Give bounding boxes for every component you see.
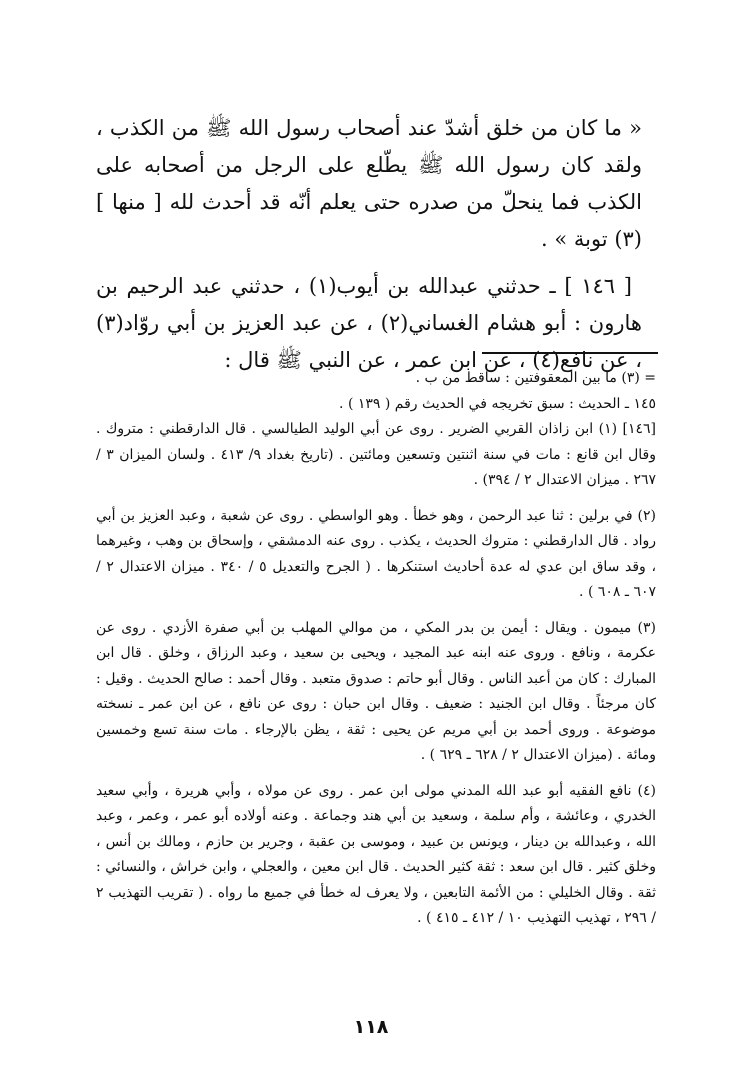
footnote-text: نافع الفقيه أبو عبد الله المدني مولى ابن عمر . روى عن مولاه ، وأبي هريرة ، وأبي سعيد الخدري ، وعائشة ، وأم سلمة ، وسعيد بن أبي هند وجماعة . وعنه أولاده أبو عمر ، وعمر ، وعبد الله ، وعبدالله بن دينار ، ويونس بن عبيد ، وموسى بن عقبة ، وجرير بن حازم ، ومالك بن أنس ، وخلق كثير . قال ابن سعد : ثقة كثير الحديث . قال ابن معين ، والعجلي ، وابن خراش ، والنسائي : ثقة . وقال الخليلي : من الأئمة التابعين ، ولا يعرف له خطأ في جميع ما رواه . ( تقريب التهذيب ٢ / ٢٩٦ ، تهذيب التهذيب ١٠ / ٤١٢ ـ ٤١٥ ) . [96,782,656,926]
footnotes [96,366,656,932]
page-number: ١١٨ [353,1016,389,1038]
footnote-text: ١٤٥ ـ الحديث : سبق تخريجه في الحديث رقم ( ١٣٩ ) . [339,395,656,412]
main-text [96,110,642,389]
footnote-item [96,504,656,606]
hadith-chain-paragraph: [ ١٤٦ ] ـ حدثني عبدالله بن أيوب(١) ، حدثني عبد الرحيم بن هارون : أبو هشام الغساني(٢) ، عن عبد العزيز بن أبي روّاد(٣) ، عن نافع(٤) ، عن ابن عمر ، عن النبي ﷺ قال : [96,274,642,372]
footnote-text: = (٣) ما بين المعقوفتين : ساقط من ب . [415,370,656,386]
footnote-item [96,366,656,392]
footnote-number: [١٤٦] (١) [598,421,657,437]
footnote-number: (٢) [637,507,656,524]
footnote-number: (٤) [637,782,656,799]
footnote-text: في برلين : ثنا عبد الرحمن ، وهو خطأ . وهو الواسطي . روى عن شعبة ، وعبد العزيز بن أبي رواد . قال الدارقطني : متروك الحديث ، يكذب . روى عنه الدمشقي ، وإسحاق بن وهب ، وغيرهما ، وقد ساق ابن عدي له عدة أحاديث استنكرها . ( الجرح والتعديل ٥ / ٣٤٠ . ميزان الاعتدال ٢ / ٦٠٧ ـ ٦٠٨ ) . [96,507,656,600]
footnote-text: ميمون . ويقال : أيمن بن بدر المكي ، من موالي المهلب بن أبي صفرة الأزدي . روى عن عكرمة ، ونافع . وروى عنه ابنه عبد المجيد ، ويحيى بن سعيد ، وعبد الرزاق ، وخلق . قال ابن المبارك : كان من أعبد الناس . وقال أبو حاتم : صدوق متعبد . وقال أحمد : صالح الحديث . وقيل : كان مرجئاً . وقال ابن الجنيد : ضعيف . وقال ابن حبان : روى عن نافع ، عن ابن عمر ـ نسخته موضوعة . وروى أحمد بن أبي مريم عن يحيى : ثقة ، يظن بالإرجاء . مات سنة تسع وخمسين ومائة . (ميزان الاعتدال ٢ / ٦٢٨ ـ ٦٢٩ ) . [96,619,656,763]
footnote-text: ابن زاذان القربي الضرير . روى عن أبي الوليد الطيالسي . قال الدارقطني : متروك . وقال ابن قانع : مات في سنة اثنتين وتسعين ومائتين . (تاريخ بغداد ٩/ ٤١٣ . ولسان الميزان ٣ / ٢٦٧ . ميزان الاعتدال ٢ / ٣٩٤) . [96,421,657,488]
footnote-item [96,417,656,494]
main-paragraph: « ما كان من خلق أشدّ عند أصحاب رسول الله ﷺ من الكذب ، ولقد كان رسول الله ﷺ يطّلع على الرجل من أصحابه على الكذب فما ينحلّ من صدره حتى يعلم أنّه قد أحدث لله [ منها ](٣) توبة » . [96,116,642,251]
footnote-number: (٣) [637,619,656,636]
footnote-item [96,392,656,418]
footnote-item [96,616,656,769]
footnote-separator [482,352,658,354]
footnote-item [96,779,656,932]
